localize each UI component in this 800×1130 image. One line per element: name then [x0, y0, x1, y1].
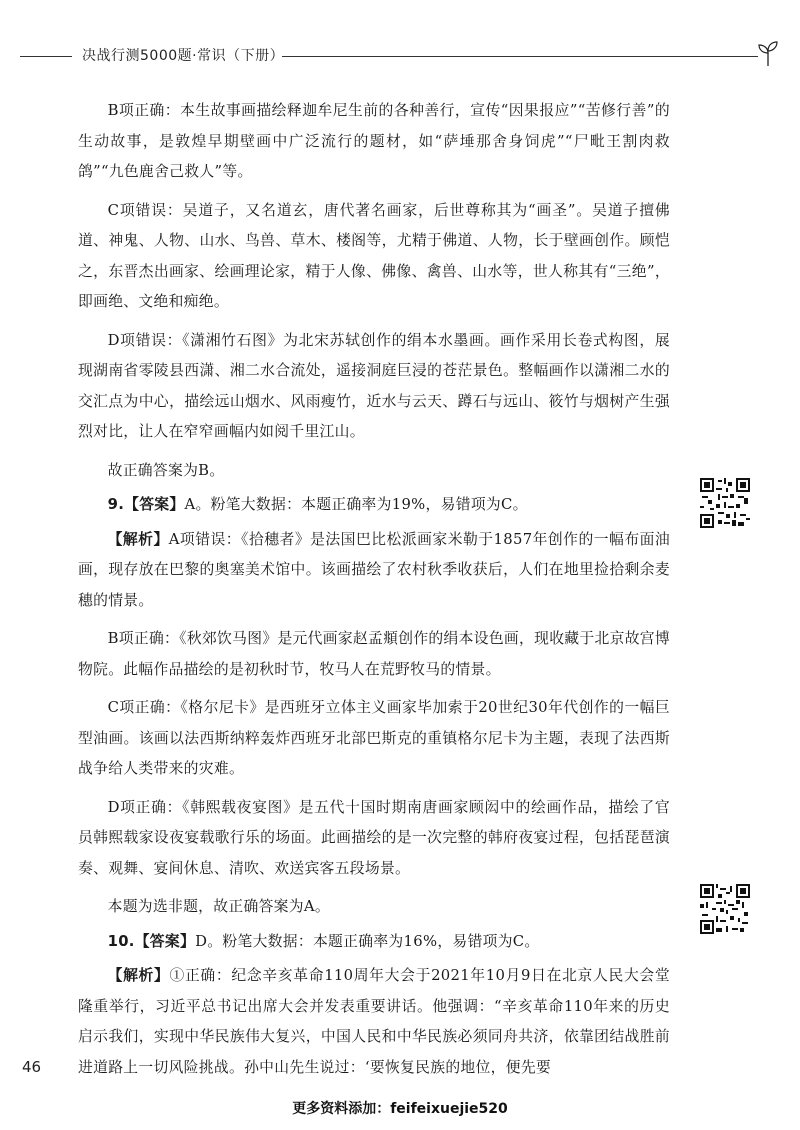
- paragraph-d-wrong: D项错误：《潇湘竹石图》为北宋苏轼创作的绢本水墨画。画作采用长卷式构图，展现湖南省零陵县西潇、湘二水合流处，遥接洞庭巨浸的苍茫景色。整幅画作以潇湘二水的交汇点为中心，描绘远山烟水、风雨瘦竹，近水与云天、蹲石与远山、筱竹与烟树产生强烈对比，让人在窄窄画幅内如阅千里江山。: [78, 331, 670, 440]
- qr-code-icon[interactable]: [700, 884, 750, 934]
- header-title: 决战行测5000题·常识（下册）: [82, 48, 285, 64]
- header-rule-right: [282, 56, 758, 57]
- running-header: [20, 38, 780, 74]
- paragraph-c-wrong: C项错误：吴道子，又名道玄，唐代著名画家，后世尊称其为“画圣”。吴道子擅佛道、神鬼、人物、山水、鸟兽、草木、楼阁等，尤精于佛道、人物，长于壁画创作。顾恺之，东晋杰出画家、绘画理论家，精于人像、佛像、禽兽、山水等，世人称其有“三绝”，即画绝、文绝和痴绝。: [78, 201, 670, 310]
- paragraph-conclusion-2: 本题为选非题，故正确答案为A。: [107, 898, 330, 915]
- qr-code-icon[interactable]: [700, 478, 750, 528]
- answer-tag: 10.【答案】: [107, 932, 196, 950]
- answer-9: 9.【答案】A。粉笔大数据：本题正确率为19%，易错项为C。: [107, 496, 528, 513]
- paragraph-b-correct: B项正确：本生故事画描绘释迦牟尼生前的各种善行，宣传“因果报应”“苦修行善”的生动故事，是敦煌早期壁画中广泛流行的题材，如“萨埵那舍身饲虎”“尸毗王割肉救鸽”“九色鹿舍己救人”等。: [78, 102, 670, 180]
- paragraph-c-correct: C项正确：《格尔尼卡》是西班牙立体主义画家毕加索于20世纪30年代创作的一幅巨型油画。该画以法西斯纳粹轰炸西班牙北部巴斯克的重镇格尔尼卡为主题，表现了法西斯战争给人类带来的灾难。: [78, 699, 670, 777]
- analysis-9: 【解析】A项错误：《拾穗者》是法国巴比松派画家米勒于1857年创作的一幅布面油画，现存放在巴黎的奥塞美术馆中。该画描绘了农村秋季收获后，人们在地里捡拾剩余麦穗的情景。: [78, 530, 670, 609]
- paragraph-b-correct-2: B项正确：《秋郊饮马图》是元代画家赵孟頫创作的绢本设色画，现收藏于北京故宫博物院。此幅作品描绘的是初秋时节，牧马人在荒野牧马的情景。: [78, 630, 670, 678]
- footer-note: 更多资料添加：feifeixuejie520: [292, 1101, 508, 1117]
- analysis-10: 【解析】①正确：纪念辛亥革命110周年大会于2021年10月9日在北京人民大会堂隆重举行，习近平总书记出席大会并发表重要讲话。他强调：“辛亥革命110年来的历史启示我们，实现中华民族伟大复兴，中国人民和中华民族必须同舟共济，依靠团结战胜前进道路上一切风险挑战。孙中山先生说过：‘要恢复民族的地位，便先要: [78, 967, 670, 1076]
- answer-tag: 9.【答案】: [107, 496, 185, 513]
- page-body: [78, 96, 670, 1091]
- sprout-icon: [756, 38, 780, 68]
- analysis-tag: 【解析】: [107, 967, 170, 984]
- page-number: 46: [22, 1058, 42, 1076]
- header-rule-left: [20, 56, 72, 57]
- paragraph-conclusion: 故正确答案为B。: [107, 461, 225, 479]
- paragraph-d-correct: D项正确：《韩熙载夜宴图》是五代十国时期南唐画家顾闳中的绘画作品，描绘了官员韩熙载家设夜宴载歌行乐的场面。此画描绘的是一次完整的韩府夜宴过程，包括琵琶演奏、观舞、宴间休息、清吹、欢送宾客五段场景。: [78, 798, 670, 877]
- answer-10: 10.【答案】D。粉笔大数据：本题正确率为16%，易错项为C。: [107, 932, 540, 950]
- analysis-tag: 【解析】: [107, 530, 169, 548]
